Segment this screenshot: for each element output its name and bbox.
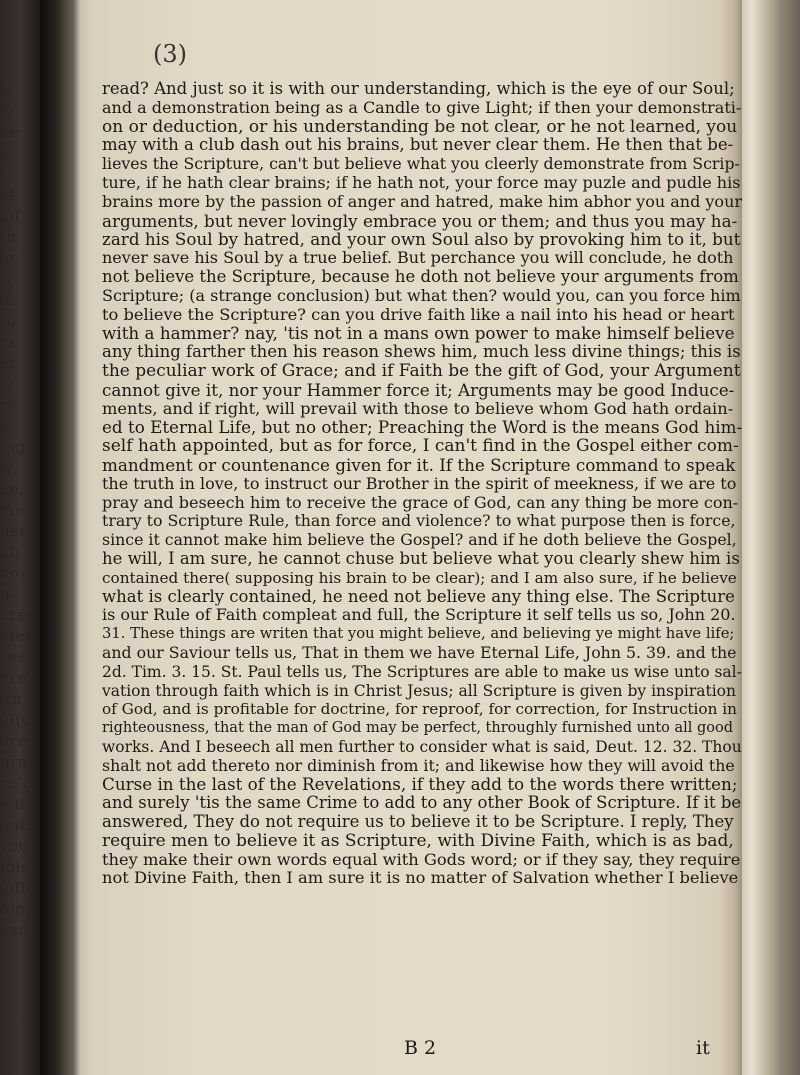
text-line: never save his Soul by a true belief. But perchance you will conclude, he doth (102, 248, 734, 268)
text-line: he will, I am sure, he cannot chuse but believe what you clearly shew him is (102, 548, 740, 568)
text-line: vation through faith which is in Christ Jesus; all Scripture is given by inspiration (102, 681, 736, 700)
text-line: shalt not add thereto nor diminish from it; and likewise how they will avoid the (102, 755, 735, 775)
facing-page-fragment: nh (0, 543, 21, 561)
text-line: ture, if he hath clear brains; if he hath not, your force may puzle and pudle his (102, 172, 741, 192)
text-line: self hath appointed, but as for force, I can't find in the Gospel either com- (102, 436, 739, 457)
signature-mark: B 2 (404, 1037, 437, 1059)
text-line: ments, and if right, will prevail with those to believe whom God hath ordain- (102, 398, 734, 418)
text-line: and surely 'tis the same Crime to add to any other Book of Scripture. If it be (102, 793, 742, 813)
facing-page-fragment: her (0, 522, 28, 540)
facing-page-fragment: rs, (0, 333, 22, 351)
text-line: and a demonstration being as a Candle to give Light; if then your demonstrati- (102, 97, 742, 117)
book-gutter (40, 0, 74, 1075)
text-line: 2d. Tim. 3. 15. St. Paul tells us, The Scriptures are able to make us wise unto sal- (102, 662, 742, 681)
printed-page (84, 40, 748, 1059)
text-line: what is clearly contained, he need not believe any thing else. The Scripture (102, 586, 735, 606)
text-line: ed to Eternal Life, but no other; Preaching the Word is the means God him- (102, 417, 743, 438)
text-line: trary to Scripture Rule, than force and violence? to what purpose then is force, (102, 511, 736, 531)
text-line: the truth in love, to instruct our Brother in the spirit of meekness, if we are to (102, 473, 737, 493)
text-line: is our Rule of Faith compleat and full, the Scripture it self tells us so, John 20. (102, 605, 736, 625)
facing-page-fragment: ly (0, 102, 15, 120)
facing-page-fragment: no- (0, 564, 26, 582)
text-line: Curse in the last of the Revelations, if they add to the words there written; (102, 774, 738, 795)
text-line: to believe the Scripture? can you drive faith like a nail into his head or heart (102, 304, 735, 324)
facing-page-fragment: you (0, 837, 29, 855)
facing-page-fragment: l. (0, 81, 11, 99)
text-line: on or deduction, or his understanding be not clear, or he not learned, you (102, 116, 738, 137)
facing-page-fragment: ce'd (0, 774, 34, 792)
text-line: not Divine Faith, then I am sure it is no matter of Salvation whether I believe (102, 868, 739, 888)
text-line: answered, They do not require us to believe it to be Scripture. I reply, They (102, 812, 734, 832)
facing-page-fragment: ully (0, 711, 30, 729)
facing-page-fragment: him (0, 900, 31, 918)
page-number: (3) (153, 40, 187, 68)
facing-page-fragment: er (0, 354, 18, 372)
facing-page-fragment: ere (0, 606, 27, 624)
text-line: cannot give it, nor your Hammer force it; Arguments may be good Induce- (102, 379, 735, 400)
text-line: arguments, but never lovingly embrace you or them; and thus you may ha- (102, 210, 738, 231)
catchword: it (696, 1037, 710, 1059)
facing-page-fragment: ee, (0, 480, 25, 498)
facing-page-fragment: ure, (0, 732, 33, 750)
facing-page-fragment: ible (0, 858, 31, 876)
facing-page-edge-text (0, 80, 38, 940)
text-line: the peculiar work of Grace; and if Faith be the gift of God, your Argument (102, 360, 741, 381)
facing-page-fragment: he (0, 123, 20, 141)
facing-page-fragment: hath (0, 816, 37, 834)
facing-page-fragment: th (0, 228, 17, 246)
text-line: they make their own words equal with Gods word; or if they say, they require (102, 849, 741, 869)
facing-page-fragment: ural (0, 753, 33, 771)
facing-page-fragment: ry (0, 396, 17, 414)
facing-page-fragment: il. (0, 291, 16, 309)
text-line: mandment or countenance given for it. If the Scripture command to speak (102, 454, 736, 475)
text-line: require men to believe it as Scripture, with Divine Faith, which is as bad, (102, 830, 734, 851)
text-line: lieves the Scripture, can't but believe what you cleerly demonstrate from Scrip- (102, 154, 740, 174)
text-line: brains more by the passion of anger and hatred, make him abhor you and your (102, 191, 743, 211)
text-line: of God, and is profitable for doctrine, for reproof, for correction, for Instruction in (102, 700, 737, 719)
facing-page-fragment: me (0, 501, 25, 519)
body-text (102, 80, 742, 888)
facing-page-fragment: lo (0, 249, 15, 267)
facing-page-fragment: ith, (0, 690, 28, 708)
text-line: and our Saviour tells us, That in them we have Eternal Life, John 5. 39. and the (102, 642, 737, 662)
text-line: pray and beseech him to receive the grace of God, can any thing be more con- (102, 492, 739, 512)
facing-page-fragment: ly (0, 375, 15, 393)
facing-page-fragment: e it (0, 795, 27, 813)
page-edge (742, 0, 800, 1075)
facing-page-fragment: u- (0, 585, 16, 603)
facing-page-fragment: w (0, 270, 14, 288)
facing-page-fragment: I (0, 417, 7, 435)
text-line: any thing farther then his reason shews him, much less divine things; this is (102, 342, 741, 362)
text-line: 31. These things are writen that you might believe, and believing ye might have life; (102, 625, 735, 643)
facing-page-fragment: y, (0, 144, 13, 162)
facing-page-fragment: ves, (0, 648, 32, 666)
facing-page-fragment: of (0, 186, 16, 204)
facing-page-fragment: nd (0, 207, 21, 225)
facing-page-fragment: udle (0, 879, 35, 897)
text-line: contained there( supposing his brain to be clear); and I am also sure, if he believe (102, 568, 737, 587)
facing-page-fragment: i (0, 165, 6, 183)
facing-page-fragment: ing (0, 438, 26, 456)
page-footer (84, 1037, 748, 1061)
text-line: righteousness, that the man of God may be perfect, throughly furnished unto all good (102, 720, 734, 737)
facing-page-fragment: to (0, 312, 17, 330)
text-line: not believe the Scripture, because he doth not believe your arguments from (102, 266, 739, 286)
facing-page-fragment: ly, (0, 459, 18, 477)
text-line: zard his Soul by hatred, and your own Soul also by provoking him to it, but (102, 229, 741, 250)
text-line: since it cannot make him believe the Gospel? and if he doth believe the Gospel, (102, 530, 737, 550)
text-line: works. And I beseech all men further to consider what is said, Deut. 12. 32. Thou (102, 737, 742, 756)
facing-page-fragment: ead? (0, 921, 38, 939)
facing-page-fragment: Men (0, 627, 36, 645)
text-line: with a hammer? nay, 'tis not in a mans own power to make himself believe (102, 323, 735, 344)
text-line: Scripture; (a strange conclusion) but what then? would you, can you force him (102, 285, 741, 305)
text-line: read? And just so it is with our understanding, which is the eye of our Soul; (102, 79, 735, 98)
text-line: may with a club dash out his brains, but never clear them. He then that be- (102, 135, 734, 155)
facing-page-fragment: ure, (0, 669, 33, 687)
